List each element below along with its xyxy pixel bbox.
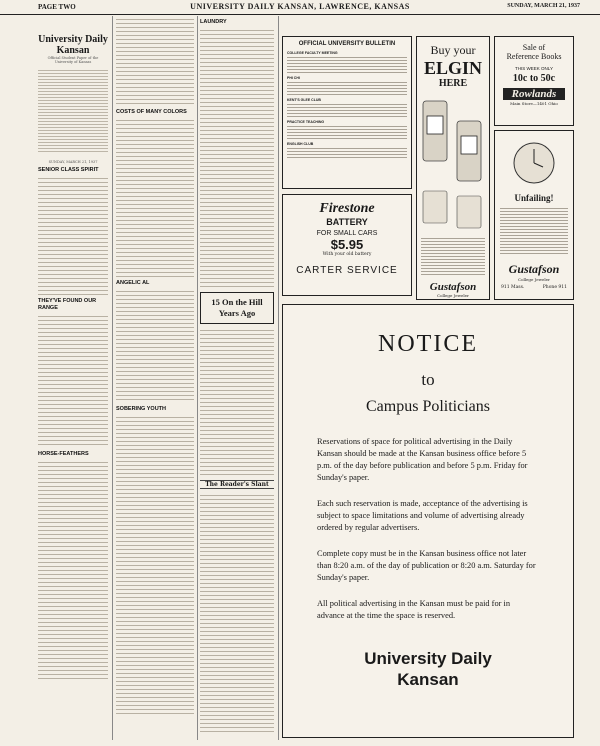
notice-paragraph: All political advertising in the Kansan must be paid for in advance at the time the space is reserved.: [317, 599, 511, 620]
elgin-ad-copy: [421, 236, 485, 276]
column-rule: [112, 16, 113, 740]
editorial-column-3: [200, 16, 274, 740]
notice-signature-line2: Kansan: [397, 670, 459, 689]
heading-angelic-al: ANGELIC AL: [116, 280, 150, 286]
notice-subtitle: Campus Politicians: [366, 398, 490, 415]
firestone-line2: FOR SMALL CARS: [316, 230, 378, 237]
official-bulletin: [282, 36, 412, 189]
page-number: PAGE TWO: [38, 3, 76, 11]
article-text: [116, 117, 194, 277]
notice-signature: [283, 648, 573, 690]
heading-horse-feathers: HORSE-FEATHERS: [38, 451, 89, 457]
newspaper-title: UNIVERSITY DAILY KANSAN, LAWRENCE, KANSAS: [190, 2, 410, 11]
heading-found-our-range: THEY'VE FOUND OUR RANGE: [38, 298, 97, 311]
heading-laundry: LAUNDRY: [200, 19, 227, 25]
unfailing-store-sub: College Jeweler: [518, 277, 550, 282]
bulletin-title: OFFICIAL UNIVERSITY BULLETIN: [298, 41, 396, 47]
watches-illustration: [417, 91, 489, 236]
ref-line3: THIS WEEK ONLY: [515, 66, 553, 71]
elgin-store-name: Gustafson: [429, 281, 477, 293]
fifteen-years-line2: Years Ago: [218, 308, 256, 318]
ref-line2: Reference Books: [506, 52, 562, 61]
editorial-column: [38, 16, 108, 740]
article-text: [200, 27, 274, 289]
header-date: SUNDAY, MARCH 21, 1937: [507, 3, 580, 9]
unfailing-ad-copy: [500, 206, 568, 254]
elgin-store-sub: College Jeweler: [437, 293, 469, 298]
dateline: SUNDAY, MARCH 21, 1937: [48, 160, 98, 164]
clock-illustration: [495, 131, 573, 193]
page-header: [0, 0, 600, 15]
unfailing-address: 911 Mass.: [501, 285, 525, 290]
firestone-brand: Firestone: [319, 201, 375, 216]
column-rule: [197, 16, 198, 740]
elgin-line1: Buy your: [430, 43, 476, 57]
article-text: [116, 414, 194, 714]
bulletin-item: ENGLISH CLUB: [287, 142, 314, 146]
masthead-tagline: Official Student Paper of the University of Kansas: [47, 56, 99, 64]
unfailing-phone: Phone 911: [542, 285, 567, 290]
firestone-battery-ad: [282, 194, 412, 296]
firestone-dealer: CARTER SERVICE: [296, 265, 398, 276]
article-text: [200, 327, 274, 477]
masthead: University Daily Kansan: [38, 34, 108, 56]
reference-books-ad: [494, 36, 574, 126]
fifteen-years-line1: 15 On the Hill: [211, 297, 263, 307]
fifteen-years-ago-box: [200, 292, 274, 324]
firestone-line1: BATTERY: [326, 217, 368, 227]
column-rule: [278, 16, 279, 740]
unfailing-store-name: Gustafson: [508, 262, 560, 276]
article-text: [38, 175, 108, 295]
article-text: [200, 492, 274, 732]
ref-price: 10c to 50c: [512, 73, 556, 84]
firestone-price: $5.95: [330, 237, 364, 252]
staff-listing: [38, 68, 108, 158]
firestone-line3: With your old battery: [322, 252, 372, 257]
notice-signature-line1: University Daily: [364, 649, 492, 668]
heading-costs-of-many-colors: COSTS OF MANY COLORS: [116, 109, 187, 115]
editorial-column-2: [116, 16, 194, 740]
notice-paragraph: Reservations of space for political advertising in the Daily Kansan should be made at the Kansan business office before 5 p.m. of the day before publication and before 5 p.m. Friday for Sunday's paper.: [317, 437, 528, 482]
elgin-line3: HERE: [438, 78, 468, 89]
elgin-line2: ELGIN: [423, 58, 483, 78]
notice-campus-politicians: [282, 304, 574, 738]
bulletin-item: KENT'S GLEE CLUB: [287, 98, 321, 102]
notice-title: NOTICE: [378, 331, 478, 357]
bulletin-item: PHI CHI: [287, 76, 300, 80]
notice-to: to: [421, 370, 435, 389]
heading-senior-class-spirit: SENIOR CLASS SPIRIT: [38, 167, 99, 173]
notice-paragraph: Complete copy must be in the Kansan business office not later than 8:20 a.m. of the day of publication or 8:20 a.m. Saturday for Sunday's paper.: [317, 549, 536, 582]
bulletin-item: PRACTICE TEACHING: [287, 120, 325, 124]
notice-paragraph: Each such reservation is made, acceptance of the advertising is subject to space limitations and volume of advertising already ordered by regular advertisers.: [317, 499, 528, 532]
unfailing-title: Unfailing!: [514, 193, 554, 203]
article-text: [116, 16, 194, 106]
ref-store-sub: Main Store—1401 Ohio: [510, 101, 558, 106]
article-text: [38, 459, 108, 679]
bulletin-item: COLLEGE FACULTY MEETING: [287, 51, 338, 55]
heading-sobering-youth: SOBERING YOUTH: [116, 406, 167, 412]
article-text: [116, 288, 194, 403]
article-text: [38, 313, 108, 448]
ref-store-name: Rowlands: [503, 88, 565, 100]
readers-slant-heading: The Reader's Slant: [200, 480, 274, 489]
elgin-watch-ad: [416, 36, 490, 300]
unfailing-ad: [494, 130, 574, 300]
ref-line1: Sale of: [522, 43, 546, 52]
